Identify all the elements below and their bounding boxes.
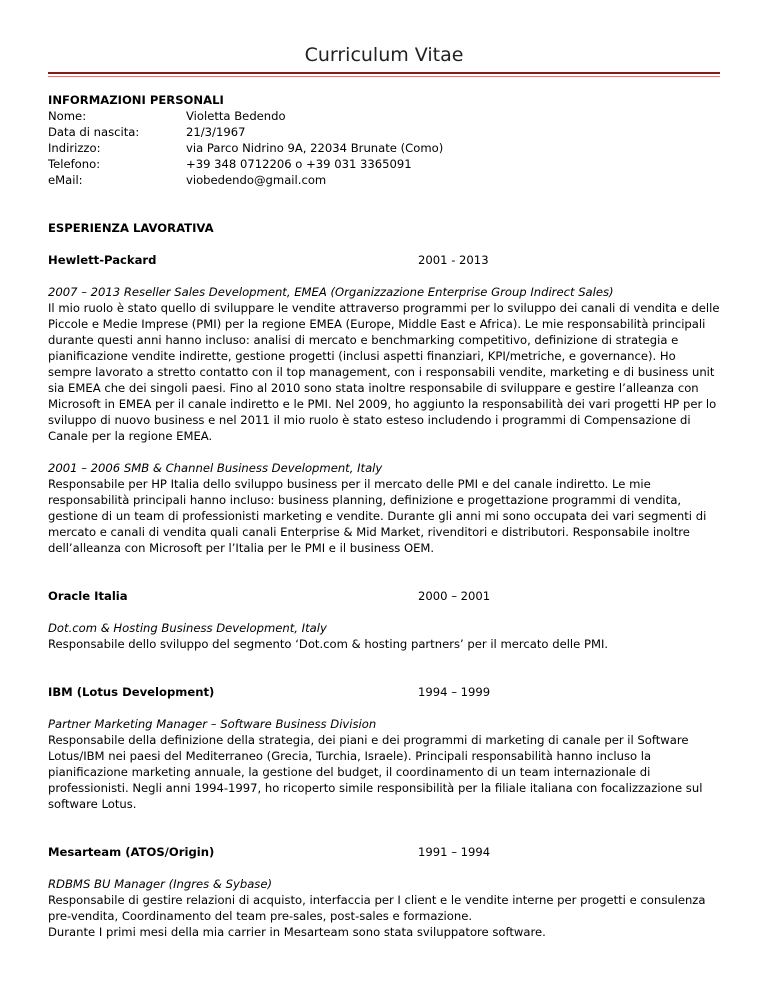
title-divider-secondary: [48, 76, 720, 77]
role-description: Responsabile della definizione della strategia, dei piani e dei programmi di marketing di canale per il Software Lotus/IBM nei paesi del Mediterraneo (Grecia, Turchia, Israele). Principali responsabilità hanno incluso la pianificazione marketing annuale, la gestione del budget, il coordinamento di un team internazionale di professionisti. Negli anni 1994-1997, ho ricoperto simile responsibilità per la filiale italiana con focalizzazione sul software Lotus.: [48, 733, 703, 811]
company-name: IBM (Lotus Development): [48, 685, 215, 699]
company-name: Oracle Italia: [48, 589, 128, 603]
document-title: Curriculum Vitae: [304, 44, 464, 66]
field-label: Nome:: [48, 109, 87, 123]
personal-info: [48, 108, 722, 188]
job-header: [48, 252, 722, 268]
personal-row-phone: [48, 156, 722, 172]
job-years: 2001 - 2013: [418, 253, 489, 267]
field-value: via Parco Nidrino 9A, 22034 Brunate (Como): [186, 141, 444, 155]
role-description: Responsabile di gestire relazioni di acquisto, interfaccia per I client e le vendite interne per progetti e consulenza pre-vendita, Coordinamento del team pre-sales, post-sales e formazione.: [48, 893, 706, 923]
document-body: [48, 92, 722, 940]
field-label: eMail:: [48, 173, 83, 187]
field-value: viobedendo@gmail.com: [186, 173, 327, 187]
title-divider: [48, 72, 720, 74]
role-title: 2001 – 2006 SMB & Channel Business Development, Italy: [48, 461, 383, 475]
job-header: [48, 684, 722, 700]
field-label: Indirizzo:: [48, 141, 101, 155]
job-years: 2000 – 2001: [418, 589, 491, 603]
role-description-extra: Durante I primi mesi della mia carrier in Mesarteam sono stata sviluppatore software.: [48, 925, 546, 939]
personal-row-address: [48, 140, 722, 156]
role-title: Dot.com & Hosting Business Development, Italy: [48, 621, 327, 635]
company-name: Hewlett-Packard: [48, 253, 157, 267]
field-value: Violetta Bedendo: [186, 109, 286, 123]
role-title: 2007 – 2013 Reseller Sales Development, EMEA (Organizzazione Enterprise Group Indirect Sales): [48, 285, 614, 299]
job-years: 1991 – 1994: [418, 845, 491, 859]
personal-row-email: [48, 172, 722, 188]
job-years: 1994 – 1999: [418, 685, 491, 699]
section-heading-experience: ESPERIENZA LAVORATIVA: [48, 221, 214, 235]
field-value: 21/3/1967: [186, 125, 246, 139]
field-value: +39 348 0712206 o +39 031 3365091: [186, 157, 412, 171]
role-title: RDBMS BU Manager (Ingres & Sybase): [48, 877, 272, 891]
field-label: Data di nascita:: [48, 125, 140, 139]
role-description: Il mio ruolo è stato quello di sviluppare le vendite attraverso programmi per lo sviluppo dei canali di vendita e delle Piccole e Medie Imprese (PMI) per la regione EMEA (Europe, Middle East e Africa). Le mie responsabilità principali durante questi anni hanno incluso: analisi di mercato e benchmarking competitivo, definizione di strategia e pianificazione vendite indirette, gestione progetti (inclusi aspetti finanziari, KPI/metriche, e governance). Ho sempre lavorato a stretto contatto con il top management, con i responsabili vendite, marketing e di business unit sia EMEA che dei singoli paesi. Fino al 2010 sono stata inoltre responsabile di sviluppare e gestire l’alleanza con Microsoft in EMEA per il canale indiretto e le PMI. Nel 2009, ho aggiunto la responsabilità dei vari progetti HP per lo sviluppo di nuovo business e nel 2011 il mio ruolo è stato esteso includendo i programmi di Compensazione di Canale per la regione EMEA.: [48, 301, 720, 443]
role-description: Responsabile dello sviluppo del segmento ‘Dot.com & hosting partners’ per il mercato delle PMI.: [48, 637, 609, 651]
role-description: Responsabile per HP Italia dello sviluppo business per il mercato delle PMI e del canale indiretto. Le mie responsabilità principali hanno incluso: business planning, definizione e progettazione programmi di vendita, gestione di un team di professionisti marketing e vendite. Durante gli anni mi sono occupata dei vari segmenti di mercato e canali di vendita quali canali Enterprise & Mid Market, rivenditori e distributori. Responsabile inoltre dell’alleanza con Microsoft per l’Italia per le PMI e il business OEM.: [48, 477, 707, 555]
personal-row-name: [48, 108, 722, 124]
personal-row-birthdate: [48, 124, 722, 140]
job-header: [48, 844, 722, 860]
field-label: Telefono:: [48, 157, 101, 171]
role-title: Partner Marketing Manager – Software Business Division: [48, 717, 377, 731]
job-header: [48, 588, 722, 604]
company-name: Mesarteam (ATOS/Origin): [48, 845, 215, 859]
section-heading-personal: INFORMAZIONI PERSONALI: [48, 93, 224, 107]
